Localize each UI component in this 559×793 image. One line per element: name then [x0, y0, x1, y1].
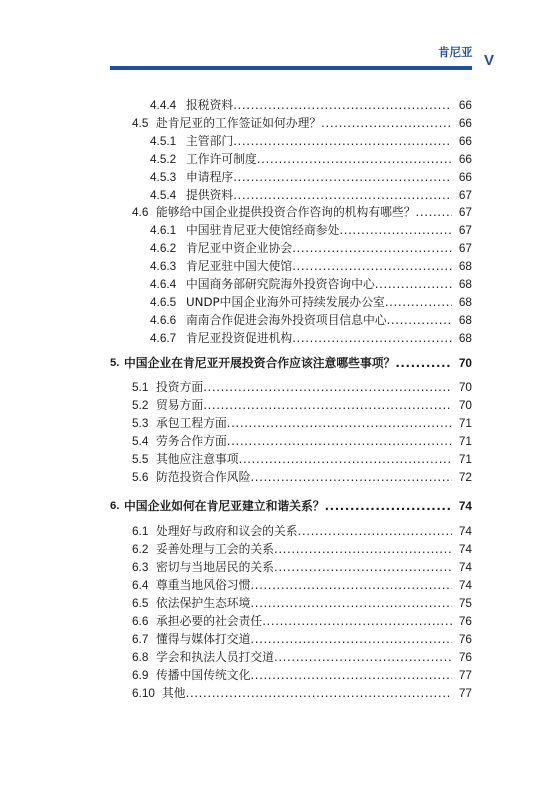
toc-entry[interactable] [0, 168, 559, 186]
toc-entry-title-text: 报税资料 [186, 98, 234, 112]
toc-entry-page: 66 [458, 116, 472, 130]
toc-entry-title [162, 684, 452, 702]
toc-entry[interactable] [0, 558, 559, 576]
toc-entry-number: 4.5.4 [150, 188, 177, 202]
toc-entry-page: 68 [458, 277, 472, 291]
toc-entry-page: 67 [458, 205, 472, 219]
toc-entry-title-text: 密切与当地居民的关系 [156, 560, 274, 574]
toc-entry-title [186, 168, 452, 186]
toc-entry-title [156, 378, 452, 396]
toc-entry-number: 6.4 [132, 578, 149, 592]
toc-entry-page: 68 [458, 331, 472, 345]
toc-entry-title-text: 懂得与媒体打交道 [156, 632, 251, 646]
toc-entry-title [124, 354, 452, 372]
toc-entry[interactable] [0, 186, 559, 204]
toc-entry-number: 4.5.3 [150, 170, 177, 184]
toc-entry-title-text: 尊重当地风俗习惯 [156, 578, 251, 592]
toc-entry[interactable] [0, 540, 559, 558]
toc-entry-number: 4.6.5 [150, 295, 177, 309]
toc-entry-title-text: 承担必要的社会责任 [156, 614, 263, 628]
toc-entry-title-text: 贸易方面 [156, 398, 204, 412]
toc-entry-page: 76 [458, 650, 472, 664]
toc-entry-number: 4.4.4 [150, 98, 177, 112]
toc-entry[interactable] [0, 468, 559, 486]
toc-entry-number: 5.2 [132, 398, 149, 412]
toc-entry-title [156, 666, 452, 684]
toc-entry-title [124, 497, 452, 515]
toc-entry-number: 4.5.2 [150, 152, 177, 166]
toc-entry-page: 66 [458, 134, 472, 148]
toc-entry-title-text: 中国企业如何在肯尼亚建立和谐关系？ [124, 499, 325, 513]
toc-entry-page: 74 [458, 542, 472, 556]
toc-entry-title-text: 肯尼亚中资企业协会 [186, 241, 293, 255]
toc-entry-title [156, 594, 452, 612]
toc-entry[interactable] [0, 648, 559, 666]
toc-entry-title [156, 468, 452, 486]
toc-entry-title-text: 其他 [162, 686, 186, 700]
toc-entry-number: 6.5 [132, 596, 149, 610]
toc-entry[interactable] [0, 432, 559, 450]
toc-entry[interactable] [0, 396, 559, 414]
toc-entry-page: 74 [458, 560, 472, 574]
toc-entry[interactable] [0, 378, 559, 396]
toc-entry-number: 6. [110, 500, 120, 512]
toc-entry-title-text: 赴肯尼亚的工作签证如何办理？ [156, 116, 322, 130]
toc-entry[interactable] [0, 576, 559, 594]
toc-entry-title [156, 414, 452, 432]
toc-entry-title [156, 558, 452, 576]
toc-entry-title [186, 257, 452, 275]
toc-entry-title [186, 150, 452, 168]
toc-entry-title [186, 186, 452, 204]
toc-entry[interactable] [0, 450, 559, 468]
toc-entry-page: 67 [458, 223, 472, 237]
toc-entry-title-text: 承包工程方面 [156, 416, 227, 430]
toc-entry-title-text: 投资方面 [156, 380, 204, 394]
toc-entry-number: 4.6.4 [150, 277, 177, 291]
toc-entry[interactable] [0, 239, 559, 257]
toc-entry-page: 76 [458, 614, 472, 628]
toc-entry-page: 70 [458, 380, 472, 394]
toc-entry[interactable] [0, 497, 559, 515]
running-header-title: 肯尼亚 [438, 45, 473, 59]
toc-entry[interactable] [0, 666, 559, 684]
toc-entry-title-text: 申请程序 [186, 170, 234, 184]
toc-entry-title [186, 96, 452, 114]
toc-entry-title-text: 能够给中国企业提供投资合作咨询的机构有哪些？ [156, 205, 416, 219]
toc-entry[interactable] [0, 329, 559, 347]
toc-entry-number: 6.8 [132, 650, 149, 664]
toc-entry-page: 68 [458, 313, 472, 327]
toc-entry-title [186, 239, 452, 257]
toc-entry-title [186, 293, 452, 311]
toc-entry-page: 66 [458, 170, 472, 184]
toc-entry-number: 6.1 [132, 524, 149, 538]
toc-entry-page: 74 [458, 524, 472, 538]
page-number-roman: V [484, 52, 495, 69]
toc-entry-title-text: 处理好与政府和议会的关系 [156, 524, 298, 538]
toc-entry-title [156, 432, 452, 450]
toc-entry-number: 4.6.1 [150, 223, 177, 237]
toc-entry-title-text: 劳务合作方面 [156, 434, 227, 448]
toc-entry-title-text: 主管部门 [186, 134, 234, 148]
toc-entry[interactable] [0, 594, 559, 612]
toc-entry-page: 71 [458, 434, 472, 448]
toc-entry-title [156, 522, 452, 540]
toc-entry-page: 74 [458, 499, 472, 513]
toc-entry-page: 76 [458, 632, 472, 646]
toc-entry-page: 70 [458, 398, 472, 412]
toc-entry-title-text: 中国企业在肯尼亚开展投资合作应该注意哪些事项？ [124, 356, 396, 370]
toc-entry-title-text: 中国商务部研究院海外投资咨询中心 [186, 277, 375, 291]
toc-entry-title-text: 学会和执法人员打交道 [156, 650, 274, 664]
toc-entry-title-text: 工作许可制度 [186, 152, 257, 166]
toc-entry-title-text: UNDP中国企业海外可持续发展办公室 [186, 295, 385, 309]
toc-entry-title-text: 肯尼亚投资促进机构 [186, 331, 293, 345]
toc-entry-page: 68 [458, 259, 472, 273]
toc-entry-page: 66 [458, 152, 472, 166]
toc-entry[interactable] [0, 275, 559, 293]
toc-entry-number: 4.5.1 [150, 134, 177, 148]
toc-entry-number: 6.10 [132, 686, 155, 700]
toc-entry[interactable] [0, 257, 559, 275]
toc-entry[interactable] [0, 293, 559, 311]
toc-entry[interactable] [0, 414, 559, 432]
toc-entry-title [156, 114, 452, 132]
toc-entry-page: 70 [458, 356, 472, 370]
toc-entry-title-text: 依法保护生态环境 [156, 596, 251, 610]
toc-entry-title [156, 540, 452, 558]
toc-entry[interactable] [0, 114, 559, 132]
toc-entry-title [186, 311, 452, 329]
toc-entry-title [156, 203, 452, 221]
toc-entry[interactable] [0, 684, 559, 702]
toc-entry[interactable] [0, 150, 559, 168]
toc-entry-number: 6.9 [132, 668, 149, 682]
toc-entry-number: 6.2 [132, 542, 149, 556]
toc-entry[interactable] [0, 311, 559, 329]
toc-entry-number: 5.5 [132, 452, 149, 466]
toc-entry-number: 6.6 [132, 614, 149, 628]
toc-entry-number: 5.3 [132, 416, 149, 430]
toc-entry-number: 6.3 [132, 560, 149, 574]
toc-entry-title-text: 南南合作促进会海外投资项目信息中心 [186, 313, 387, 327]
toc-entry-page: 66 [458, 98, 472, 112]
toc-entry-page: 77 [458, 668, 472, 682]
toc-entry-page: 71 [458, 452, 472, 466]
toc-entry-title [186, 275, 452, 293]
toc-entry-number: 6.7 [132, 632, 149, 646]
toc-entry-number: 4.6.3 [150, 259, 177, 273]
toc-entry[interactable] [0, 203, 559, 221]
toc-entry-title [186, 221, 452, 239]
toc-entry[interactable] [0, 96, 559, 114]
toc-entry-number: 5.4 [132, 434, 149, 448]
toc-entry-page: 71 [458, 416, 472, 430]
toc-entry-title-text: 中国驻肯尼亚大使馆经商参处 [186, 223, 340, 237]
toc-entry-title [156, 576, 452, 594]
toc-entry-title [156, 612, 452, 630]
toc-entry-page: 75 [458, 596, 472, 610]
toc-entry-number: 4.6.7 [150, 331, 177, 345]
toc-entry-title-text: 提供资料 [186, 188, 234, 202]
toc-entry-title [156, 450, 452, 468]
toc-entry-page: 74 [458, 578, 472, 592]
toc-entry-title [186, 329, 452, 347]
toc-entry[interactable] [0, 354, 559, 372]
toc-entry[interactable] [0, 522, 559, 540]
toc-entry-number: 4.6 [132, 205, 149, 219]
toc-entry-number: 4.6.2 [150, 241, 177, 255]
toc-entry-title [156, 630, 452, 648]
toc-entry[interactable] [0, 630, 559, 648]
toc-entry[interactable] [0, 612, 559, 630]
toc-entry-title-text: 防范投资合作风险 [156, 470, 251, 484]
toc-entry-page: 67 [458, 241, 472, 255]
toc-entry-page: 67 [458, 188, 472, 202]
toc-entry-number: 4.6.6 [150, 313, 177, 327]
toc-entry[interactable] [0, 221, 559, 239]
toc-entry-number: 5.6 [132, 470, 149, 484]
toc-entry-number: 5. [110, 357, 120, 369]
toc-entry[interactable] [0, 132, 559, 150]
toc-entry-page: 68 [458, 295, 472, 309]
toc-entry-page: 72 [458, 470, 472, 484]
toc-entry-title [186, 132, 452, 150]
toc-entry-title-text: 妥善处理与工会的关系 [156, 542, 274, 556]
toc-entry-page: 77 [458, 686, 472, 700]
toc-entry-title [156, 648, 452, 666]
toc-entry-number: 4.5 [132, 116, 149, 130]
toc-entry-number: 5.1 [132, 380, 149, 394]
toc-entry-title [156, 396, 452, 414]
toc-entry-title-text: 其他应注意事项 [156, 452, 239, 466]
toc-entry-title-text: 传播中国传统文化 [156, 668, 251, 682]
toc-entry-title-text: 肯尼亚驻中国大使馆 [186, 259, 293, 273]
